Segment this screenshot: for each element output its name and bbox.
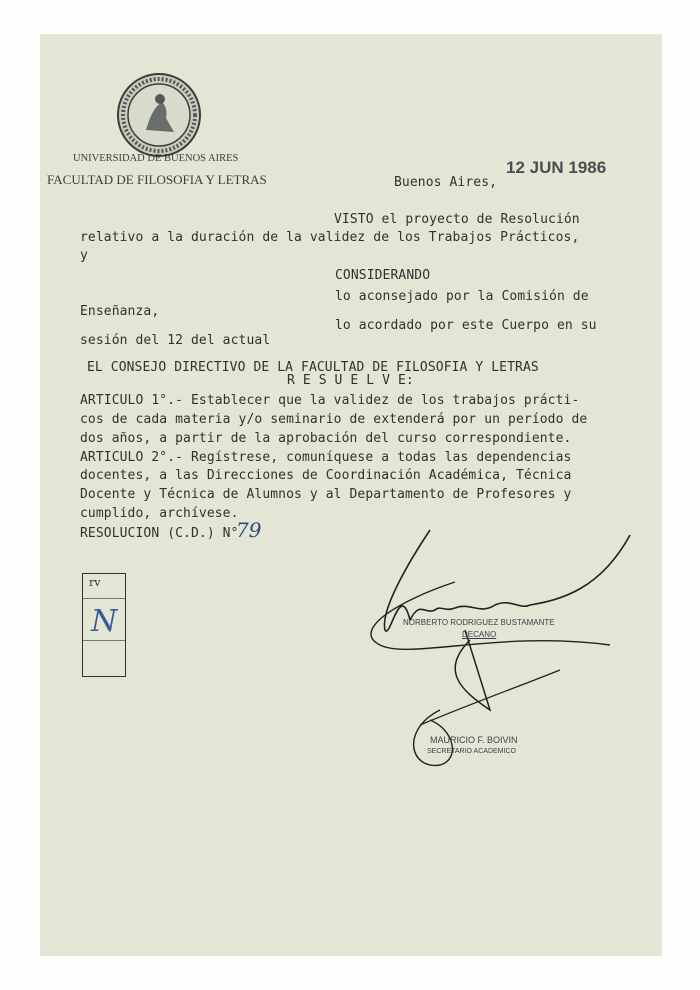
- considerando-heading: CONSIDERANDO: [335, 268, 431, 283]
- article-line: Docente y Técnica de Alumnos y al Departamento de Profesores y: [80, 487, 572, 502]
- date-stamp: 12 JUN 1986: [506, 158, 607, 177]
- place-label: Buenos Aires,: [394, 175, 498, 190]
- text-line: relativo a la duración de la validez de los Trabajos Prácticos,: [80, 230, 580, 245]
- resolution-label: RESOLUCION (C.D.) N°: [80, 526, 239, 541]
- margin-box: [82, 573, 126, 677]
- dean-title: DECANO: [462, 630, 497, 639]
- text-line: lo acordado por este Cuerpo en su: [335, 318, 597, 333]
- council-heading: EL CONSEJO DIRECTIVO DE LA FACULTAD DE FILOSOFIA Y LETRAS: [87, 360, 539, 375]
- faculty-name: FACULTAD DE FILOSOFIA Y LETRAS: [47, 172, 267, 187]
- margin-box-label: rv: [89, 576, 101, 589]
- text-line: VISTO el proyecto de Resolución: [334, 212, 580, 227]
- secretary-name: MAURICIO F. BOIVIN: [430, 735, 518, 745]
- resolution-number: 79: [236, 518, 262, 542]
- text-line: y: [80, 248, 88, 263]
- dean-name: NORBERTO RODRIGUEZ BUSTAMANTE: [403, 618, 555, 627]
- article-line: cumplido, archívese.: [80, 506, 239, 521]
- text-line: lo aconsejado por la Comisión de: [335, 289, 589, 304]
- article-line: dos años, a partir de la aprobación del curso correspondiente.: [80, 431, 572, 446]
- secretary-title: SECRETARIO ACADEMICO: [427, 748, 516, 755]
- university-seal: [116, 72, 202, 158]
- margin-box-initials: N: [91, 604, 118, 639]
- text-line: sesión del 12 del actual: [80, 333, 271, 348]
- university-name: UNIVERSIDAD DE BUENOS AIRES: [73, 153, 239, 164]
- resuelve-heading: R E S U E L V E:: [287, 373, 414, 388]
- article-line: docentes, a las Direcciones de Coordinación Académica, Técnica: [80, 468, 572, 483]
- article-line: ARTICULO 1°.- Establecer que la validez de los trabajos prácti-: [80, 393, 580, 408]
- text-line: Enseñanza,: [80, 304, 160, 319]
- article-line: ARTICULO 2°.- Regístrese, comuníquese a todas las dependencias: [80, 450, 572, 465]
- article-line: cos de cada materia y/o seminario de extenderá por un período de: [80, 412, 588, 427]
